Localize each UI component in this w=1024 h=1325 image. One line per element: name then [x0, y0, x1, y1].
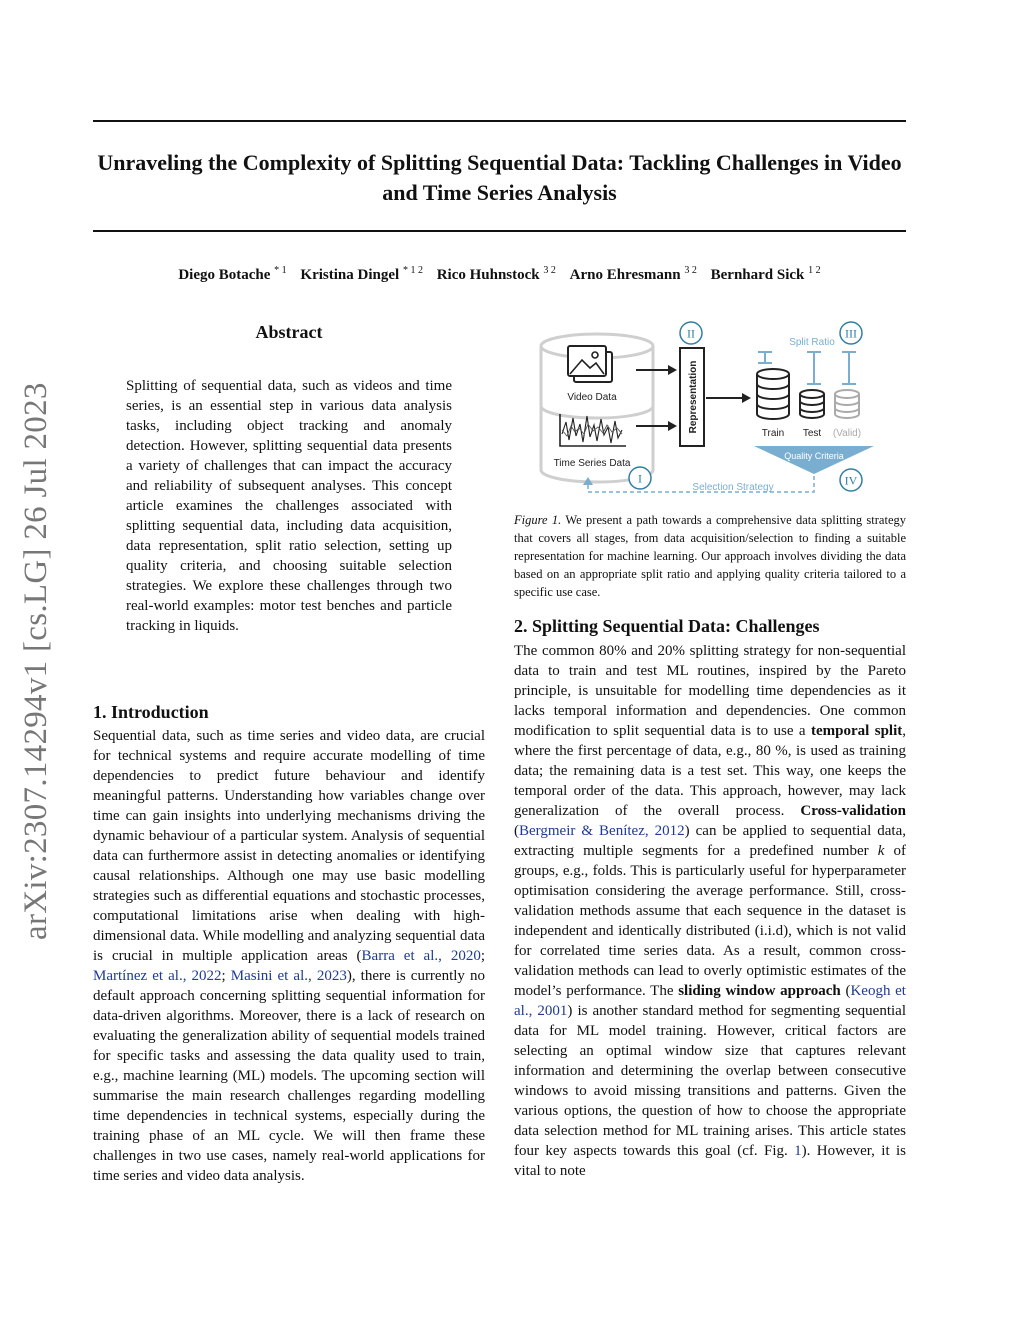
figure-diagram [536, 318, 886, 500]
citation-link[interactable]: Martínez et al., 2022 [93, 968, 222, 984]
title-bottom-rule [93, 230, 906, 232]
author: Arno Ehresmann $^{3 2}$ [569, 265, 697, 283]
citation-link[interactable]: Barra et al., 2020 [361, 948, 481, 964]
figure-caption: Figure 1. We present a path towards a comprehensive data splitting strategy that covers all stages, from data acquisition/selection to finding a suitable representation for machine learning. Our approach involves dividing the data based on an appropriate split ratio and applying quality criteria tailored to a specific use case. [514, 513, 906, 599]
stage-iii-label: III [845, 326, 857, 341]
author: Bernhard Sick $^{1 2}$ [710, 265, 821, 283]
valid-label: (Valid) [832, 428, 862, 439]
author: Kristina Dingel $^{* 1 2}$ [300, 265, 423, 283]
paper-title: Unraveling the Complexity of Splitting Sequential Data: Tackling Challenges in Video and Time Series Analysis [97, 150, 902, 205]
citation-link[interactable]: Bergmeir & Benítez, 2012 [519, 823, 685, 839]
stage-ii-label: II [687, 326, 695, 341]
arxiv-stamp: arXiv:2307.14294v1 [cs.LG] 26 Jul 2023 [18, 382, 54, 940]
rep-arrow-head [742, 393, 751, 403]
citation-link[interactable]: Masini et al., 2023 [230, 968, 347, 984]
split-ratio-label: Split Ratio [789, 337, 835, 348]
train-database-icon [757, 369, 789, 419]
section2-heading: 2. Splitting Sequential Data: Challenges [514, 616, 820, 636]
intro-body: Sequential data, such as time series and video data, are crucial for technical systems and require accurate modelling of time dependencies to predict future behaviour and identify meaningful patterns. Understanding how variables change over time can gain insights into underlying mechanisms driving the dynamic behaviour of a particular system. Analysis of sequential data can furthermore assist in detecting anomalies or identifying causal relationships. Although one may use basic modelling strategies such as differential equations and stochastic processes, computational limitations arise when dealing with high-dimensional data. While modelling and analyzing sequential data is crucial in multiple application areas (Barra et al., 2020; Martínez et al., 2022; Masini et al., 2023), there is currently no default approach concerning splitting sequential information for data-driven algorithms. Moreover, there is a lack of research on evaluating the generalization ability of sequential models trained for specific tasks and assessing the data quality used to train, e.g., machine learning (ML) models. The upcoming section will summarise the main research challenges regarding modelling time dependencies in technical systems, especially during the training phase of an ML cycle. We will then frame these challenges in two use cases, namely real-world applications for time series and video data analysis. [93, 728, 485, 1184]
train-label: Train [761, 428, 785, 439]
quality-criteria-label: Quality Criteria [784, 451, 844, 461]
figure-ref-link[interactable]: 1 [794, 1143, 802, 1159]
selection-strategy-label: Selection Strategy [692, 482, 774, 493]
video-data-label: Video Data [567, 392, 617, 403]
time-series-label: Time Series Data [553, 458, 631, 469]
intro-heading: 1. Introduction [93, 702, 209, 722]
test-database-icon [800, 390, 824, 418]
author: Diego Botache $^{* 1}$ [178, 265, 287, 283]
representation-label: Representation [688, 360, 699, 434]
section2-body: The common 80% and 20% splitting strategy for non-sequential data to train and test ML routines, inspired by the Pareto principle, is unsuitable for modelling time dependencies as it lacks temporal information and dependencies. One common modification to split sequential data is to use a temporal split, where the first percentage of data, e.g., 80 %, is used as training data; the remaining data is a test set. This way, one keeps the temporal order of the data. This approach, however, may lack generalization of the overall process. Cross-validation (Bergmeir & Benítez, 2012) can be applied to sequential data, extracting multiple segments for a predefined number k of groups, e.g., folds. This is particularly useful for hyperparameter optimisation considering the average performance. Still, cross-validation methods assume that each sequence in the dataset is independent and identically distributed (i.i.d), which is not valid for correlated time series data. As a result, common cross-validation methods can lead to overly optimistic estimates of the model’s performance. The sliding window approach (Keogh et al., 2001) is another standard method for segmenting sequential data for ML model training. However, critical factors are selecting an optimal window size that captures relevant information and determining the overlap between consecutive windows to avoid missing transitions and patterns. Given the various options, the question of how to choose the appropriate data selection method for ML training arises. This article states four key aspects towards this goal (cf. Fig. 1). However, it is vital to note [514, 643, 907, 1179]
valid-database-icon [835, 390, 859, 418]
author-list [93, 265, 906, 284]
abstract-text: Splitting of sequential data, such as videos and time series, is an essential step in various data analysis tasks, including object tracking and anomaly detection. However, splitting sequential data presents a variety of challenges that can impact the accuracy and reliability of subsequent analyses. This concept article examines the challenges associated with splitting sequential data, including data acquisition, data representation, split ratio selection, setting up quality criteria, and choosing suitable selection strategies. We explore these challenges through two real-world examples: motor test benches and particle tracking in liquids. [126, 378, 452, 634]
stage-i-label: I [638, 471, 642, 486]
citation-link[interactable]: Keogh et al., 2001 [514, 983, 906, 1019]
abstract-heading: Abstract [255, 322, 323, 342]
video-data-icon [568, 346, 612, 382]
top-rule [93, 120, 906, 122]
test-label: Test [802, 428, 822, 439]
stage-iv-label: IV [844, 473, 858, 488]
author: Rico Huhnstock $^{3 2}$ [436, 265, 556, 283]
